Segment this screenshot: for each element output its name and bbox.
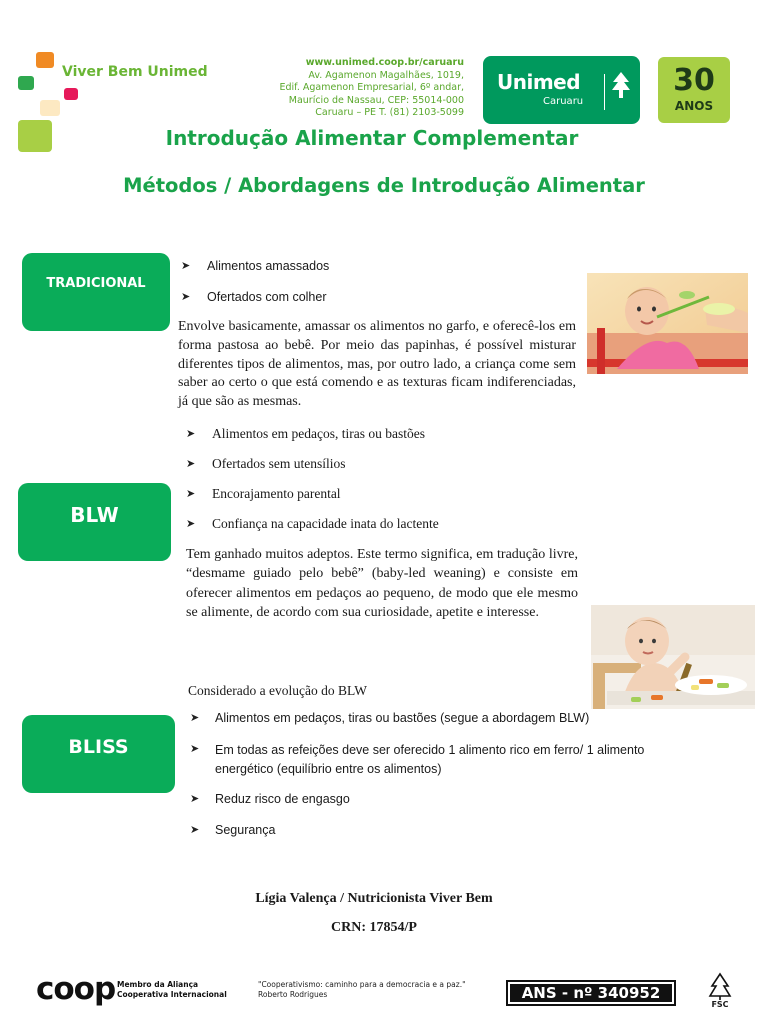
logo-square-green bbox=[18, 76, 34, 90]
tradicional-label: TRADICIONAL bbox=[22, 253, 170, 331]
bliss-intro: Considerado a evolução do BLW bbox=[188, 683, 367, 698]
unimed-logo bbox=[483, 56, 640, 124]
coop-logo: coop bbox=[36, 971, 116, 1007]
blw-paragraph: Tem ganhado muitos adeptos. Este termo significa, em tradução livre, “desmame guiado pelo bebê” (baby-led weaning) e consiste em oferecer alimentos em pedaços ao pequeno, de modo que ele mesmo se alimente, de acordo com sua curiosidade, apetite e interesse. bbox=[186, 547, 578, 620]
anniversary-label: ANOS bbox=[674, 99, 714, 113]
address-line-1: Av. Agamenon Magalhães, 1019, bbox=[308, 69, 464, 81]
arrow-bullet-icon: ➤ bbox=[186, 488, 196, 500]
anniversary-number: 30 bbox=[673, 63, 715, 98]
unimed-name: Unimed bbox=[497, 70, 581, 94]
page-subtitle: Métodos / Abordagens de Introdução Alimentar bbox=[123, 174, 645, 197]
arrow-bullet-icon: ➤ bbox=[186, 428, 196, 440]
arrow-bullet-icon: ➤ bbox=[190, 743, 200, 755]
unimed-tree-icon bbox=[610, 70, 632, 100]
blw-label: BLW bbox=[18, 483, 171, 561]
coop-quote: "Cooperativismo: caminho para a democracia e a paz." Roberto Rodrigues bbox=[258, 980, 466, 999]
fsc-label: FSC bbox=[711, 1000, 729, 1009]
arrow-bullet-icon: ➤ bbox=[181, 291, 191, 303]
logo-square-orange bbox=[36, 52, 54, 68]
baby-spoon-photo bbox=[587, 273, 748, 374]
fsc-logo bbox=[705, 972, 735, 1012]
fsc-tree-icon bbox=[705, 972, 735, 1000]
baby-eating-photo bbox=[591, 605, 755, 709]
arrow-bullet-icon: ➤ bbox=[186, 458, 196, 470]
signature-name: Lígia Valença / Nutricionista Viver Bem bbox=[255, 891, 493, 906]
arrow-bullet-icon: ➤ bbox=[190, 824, 200, 836]
unimed-city: Caruaru bbox=[543, 96, 584, 107]
address-line-2: Edif. Agamenon Empresarial, 6º andar, bbox=[279, 82, 464, 94]
address-line-3: Maurício de Nassau, CEP: 55014-000 bbox=[288, 94, 464, 106]
address-block bbox=[250, 57, 464, 120]
arrow-bullet-icon: ➤ bbox=[181, 260, 191, 272]
list-item: ➤ Em todas as refeições deve ser oferecido 1 alimento rico em ferro/ 1 alimento energético (equilíbrio entre os alimentos) bbox=[190, 743, 645, 776]
brand-name: Viver Bem Unimed bbox=[62, 64, 208, 80]
tradicional-paragraph: Envolve basicamente, amassar os alimentos no garfo, e oferecê-los em forma pastosa ao bebê. Por meio das papinhas, é possível misturar diferentes tipos de alimentos, mas, por outro lado, a criança come sem saber ao certo o que está comendo e as texturas ficam indiferenciadas, já que são as mesmas. bbox=[178, 319, 576, 410]
arrow-bullet-icon: ➤ bbox=[190, 793, 200, 805]
unimed-divider bbox=[604, 74, 605, 110]
logo-square-pink bbox=[64, 88, 78, 100]
logo-square-cream bbox=[40, 100, 60, 116]
arrow-bullet-icon: ➤ bbox=[186, 518, 196, 530]
arrow-bullet-icon: ➤ bbox=[190, 712, 200, 724]
page-title: Introdução Alimentar Complementar bbox=[165, 126, 579, 150]
signature-crn: CRN: 17854/P bbox=[331, 920, 417, 935]
bliss-label: BLISS bbox=[22, 715, 175, 793]
website-link[interactable]: www.unimed.coop.br/caruaru bbox=[305, 57, 464, 68]
anniversary-badge bbox=[658, 57, 730, 123]
address-line-4: Caruaru – PE T. (81) 2103-5099 bbox=[315, 107, 464, 119]
ans-badge bbox=[506, 980, 676, 1006]
ans-number: ANS - nº 340952 bbox=[510, 984, 672, 1002]
coop-membership: Membro da Aliança Cooperativa Internacional bbox=[117, 980, 227, 999]
